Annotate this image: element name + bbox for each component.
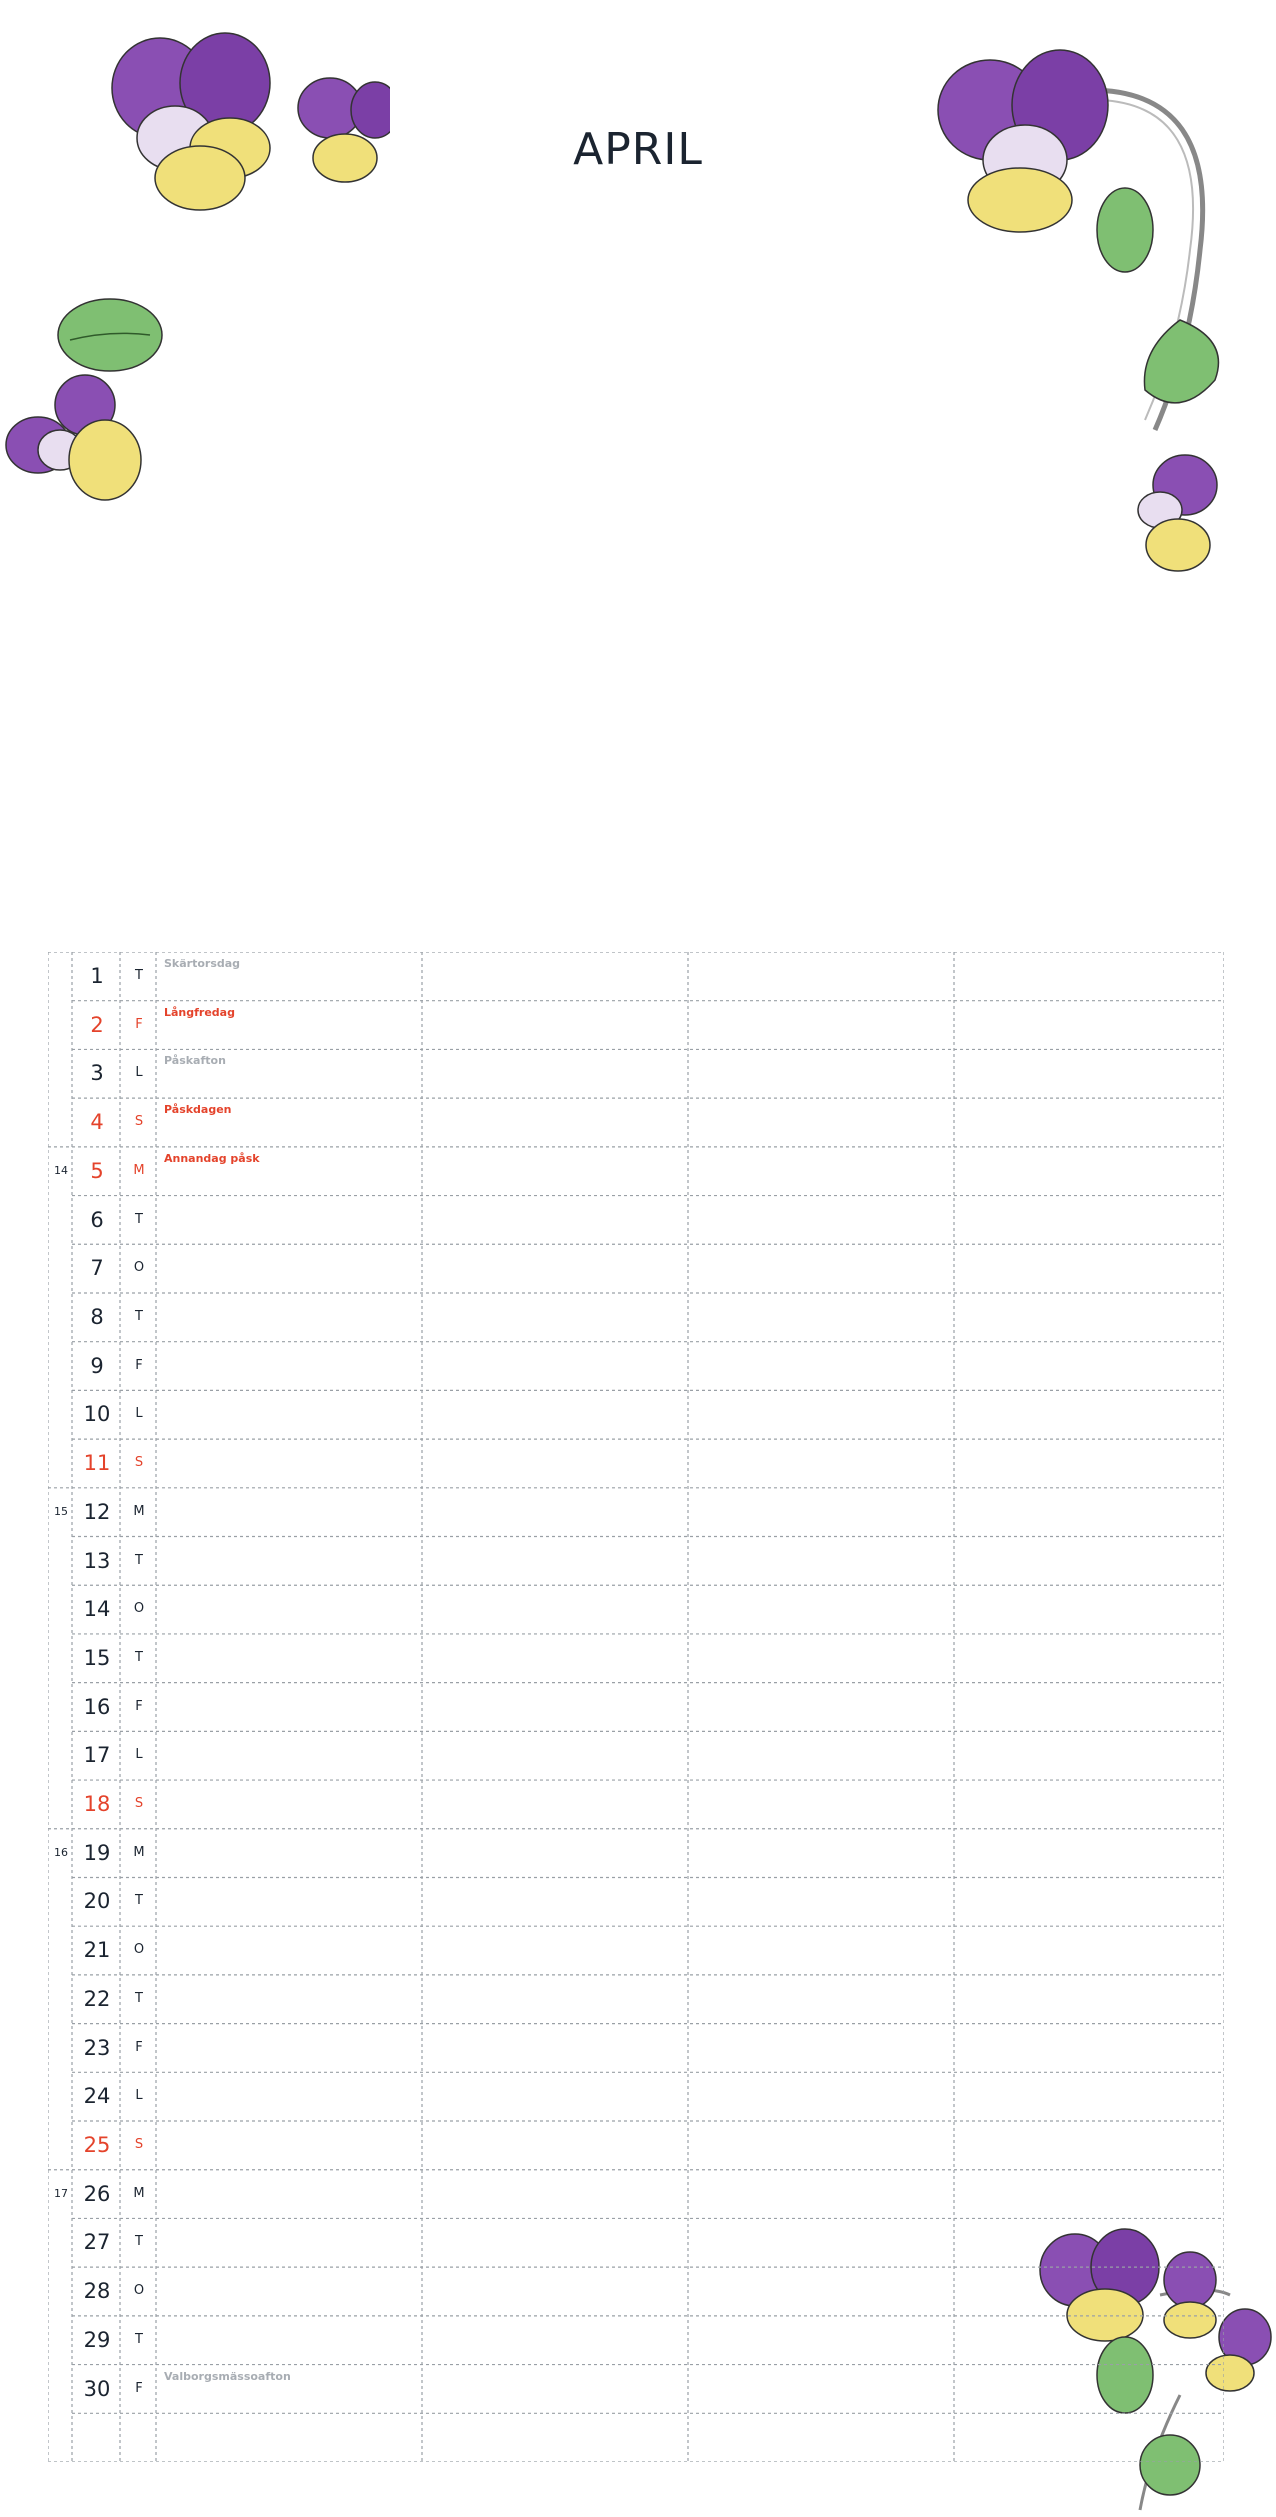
day-row: [48, 952, 1224, 1001]
day-row: [48, 1196, 1224, 1245]
weekday-letter: T: [135, 1893, 143, 1909]
day-number: 4: [90, 1110, 104, 1135]
weekday-letter: O: [133, 1260, 145, 1276]
day-note: Skärtorsdag: [164, 957, 241, 970]
day-number: 5: [90, 1158, 104, 1183]
day-row: [48, 1488, 1224, 1537]
weekday-letter: T: [135, 1990, 143, 2006]
day-number: 27: [83, 2230, 111, 2255]
weekday-letter: M: [133, 2185, 145, 2201]
day-row: [48, 1537, 1224, 1586]
weekday-letter: F: [135, 1016, 143, 1032]
day-number: 14: [83, 1597, 111, 1622]
weekday-letter: L: [135, 1406, 143, 1422]
day-row: [48, 2024, 1224, 2073]
day-number: 22: [83, 1986, 111, 2011]
month-title: APRIL: [573, 124, 703, 175]
day-row: [48, 1585, 1224, 1634]
weekday-letter: F: [135, 1698, 143, 1714]
day-number: 29: [83, 2327, 111, 2352]
weekday-letter: F: [135, 2380, 143, 2396]
day-note: Valborgsmässoafton: [164, 2369, 291, 2383]
day-number: 8: [90, 1304, 104, 1329]
day-row: [48, 1049, 1224, 1098]
weekday-letter: T: [135, 1552, 143, 1568]
pansy-cluster-left-icon: [0, 290, 170, 520]
day-number: 26: [83, 2181, 111, 2206]
day-row: [48, 1877, 1224, 1926]
day-row: [48, 1342, 1224, 1391]
weekday-letter: S: [134, 1796, 144, 1812]
pansy-cluster-top-left-icon: [90, 28, 390, 218]
day-row: [48, 1098, 1224, 1147]
day-row: [48, 2170, 1224, 2219]
day-note: Annandag påsk: [164, 1151, 260, 1165]
day-number: 11: [83, 1451, 111, 1476]
weekday-letter: F: [135, 2039, 143, 2055]
day-number: 23: [83, 2035, 111, 2060]
day-number: 7: [90, 1256, 104, 1281]
day-row: [48, 2267, 1224, 2316]
weekday-letter: T: [135, 2234, 143, 2250]
day-row: [48, 2121, 1224, 2170]
day-row: [48, 1001, 1224, 1050]
weekday-letter: O: [133, 1601, 145, 1617]
day-number: 9: [90, 1353, 104, 1378]
day-row: [48, 1975, 1224, 2024]
day-row: [48, 2218, 1224, 2267]
day-number: 10: [83, 1402, 111, 1427]
day-number: 16: [83, 1694, 111, 1719]
day-number: 15: [83, 1645, 111, 1670]
weekday-letter: S: [134, 1114, 144, 1130]
day-row: [48, 1147, 1224, 1196]
day-row: [48, 1780, 1224, 1829]
day-number: 30: [83, 2376, 111, 2401]
weekday-letter: M: [133, 1844, 145, 1860]
day-row: [48, 1293, 1224, 1342]
day-row: [48, 1829, 1224, 1878]
weekday-letter: L: [135, 1065, 143, 1081]
weekday-letter: O: [133, 2283, 145, 2299]
weekday-letter: M: [133, 1162, 145, 1178]
day-number: 1: [90, 964, 104, 988]
calendar-grid: [48, 952, 1224, 2462]
day-number: 6: [90, 1207, 104, 1232]
day-row: [48, 1683, 1224, 1732]
day-row: [48, 1926, 1224, 1975]
day-number: 20: [83, 1889, 111, 1914]
weekday-letter: T: [135, 968, 143, 983]
day-row: [48, 1439, 1224, 1488]
day-number: 3: [90, 1061, 104, 1086]
day-row: [48, 2316, 1224, 2365]
day-number: 24: [83, 2084, 111, 2109]
day-number: 21: [83, 1938, 111, 1963]
weekday-letter: T: [135, 1308, 143, 1324]
day-number: 13: [83, 1548, 111, 1573]
day-note: Påskafton: [164, 1054, 226, 1068]
day-row: [48, 1731, 1224, 1780]
day-number: 18: [83, 1792, 111, 1817]
day-row: [48, 2072, 1224, 2121]
weekday-letter: M: [133, 1503, 145, 1519]
day-number: 19: [83, 1840, 111, 1865]
day-row: [48, 1244, 1224, 1293]
day-number: 12: [83, 1499, 111, 1524]
weekday-letter: S: [134, 2137, 144, 2153]
day-number: 28: [83, 2279, 111, 2304]
week-number: 17: [54, 2186, 68, 2200]
day-number: 25: [83, 2133, 111, 2158]
weekday-letter: L: [135, 2088, 143, 2104]
week-number: 16: [54, 1845, 68, 1859]
day-note: Långfredag: [164, 1005, 235, 1019]
weekday-letter: T: [135, 1649, 143, 1665]
day-number: 2: [90, 1012, 104, 1037]
weekday-letter: O: [133, 1942, 145, 1958]
weekday-letter: T: [135, 1211, 143, 1227]
day-row: [48, 1634, 1224, 1683]
week-number: 15: [54, 1504, 68, 1518]
day-note: Påskdagen: [164, 1103, 232, 1117]
day-row: [48, 1390, 1224, 1439]
weekday-letter: F: [135, 1357, 143, 1373]
week-number: 14: [54, 1163, 68, 1177]
weekday-letter: T: [135, 2331, 143, 2347]
day-row: [48, 2365, 1224, 2414]
day-number: 17: [83, 1743, 111, 1768]
weekday-letter: S: [134, 1455, 144, 1471]
pansy-cluster-top-right-icon: [920, 30, 1240, 590]
weekday-letter: L: [135, 1747, 143, 1763]
